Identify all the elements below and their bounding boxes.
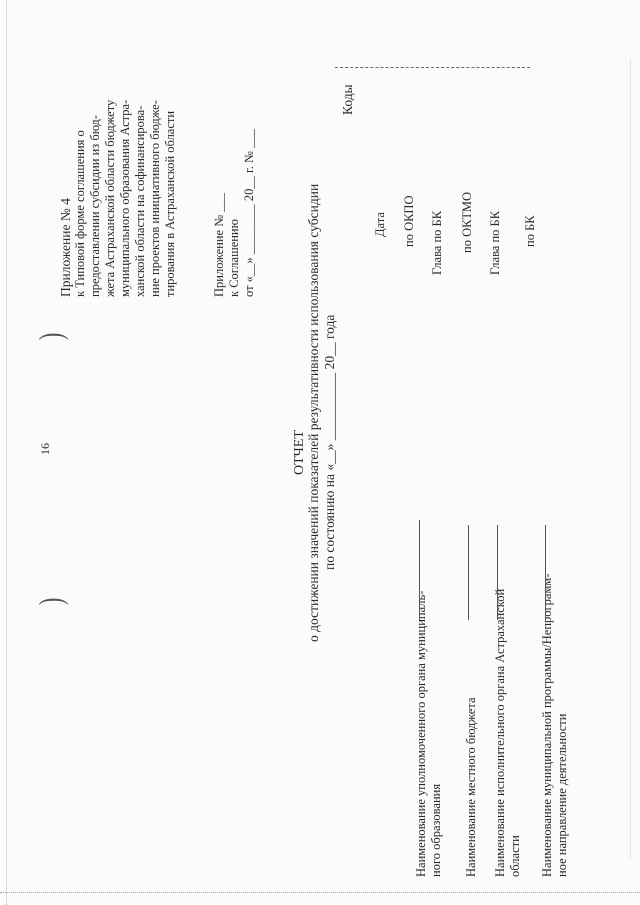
row-label-local-budget [464, 697, 479, 877]
agreement-reference [212, 129, 257, 297]
row-label-executive-body [493, 589, 523, 877]
fill-line [468, 525, 469, 620]
report-as-of: по состоянию на «__» __________ 20__ года [322, 314, 337, 570]
code-label-bk: по БК [523, 215, 537, 247]
appendix-header [58, 0, 178, 297]
appendix-line: ние проектов инициативного бюдже- [148, 100, 162, 297]
code-label-glava-2: Глава по БК [488, 210, 502, 275]
report-title: ОТЧЕТ [292, 430, 307, 475]
row-label-line: ного образования [429, 783, 443, 877]
fill-line [545, 525, 546, 620]
appendix-line: муниципального образования Астра- [118, 99, 132, 297]
row-label-line: Наименование исполнительного органа Астраханской [493, 588, 507, 877]
row-label-line: Наименование муниципальной программы/Непрограмм- [540, 573, 554, 877]
row-label-line: Наименование уполномоченного органа муниципаль- [414, 590, 428, 877]
code-label-glava-1: Глава по БК [430, 210, 444, 275]
agreement-line-2: к Соглашению [227, 219, 241, 297]
appendix-title: Приложение № 4 [58, 198, 73, 297]
binding-paren-left: ) [31, 597, 69, 605]
code-label-date: Дата [373, 212, 387, 237]
row-label-line: области [508, 835, 522, 877]
row-label-line: ное направление деятельности [555, 713, 569, 877]
appendix-line: тирования в Астраханской области [163, 110, 177, 297]
code-label-okpo: по ОКПО [402, 195, 416, 247]
report-subtitle: о достижении значений показателей результативности использования субсидии [306, 183, 321, 642]
row-label-line: Наименование местного бюджета [464, 697, 478, 877]
codes-divider [335, 66, 530, 68]
agreement-line-3: от «__» ________ 20__ г. № ___ [242, 129, 256, 297]
fill-line [419, 520, 420, 620]
row-label-authorized-body [414, 591, 444, 877]
agreement-line-1: Приложение № ___ [212, 192, 226, 297]
page-number: 16 [38, 443, 52, 455]
appendix-line: ханской области на софинансирова- [133, 105, 147, 297]
codes-header: Коды [340, 84, 355, 115]
binding-paren-right: ) [31, 332, 69, 340]
fill-line [497, 525, 498, 620]
appendix-line: жета Астраханской области бюджету [103, 99, 117, 297]
appendix-line: к Типовой форме соглашения о [73, 130, 87, 297]
code-label-oktmo: по ОКТМО [460, 191, 474, 253]
appendix-line: предоставлении субсидии из бюд- [88, 115, 102, 297]
